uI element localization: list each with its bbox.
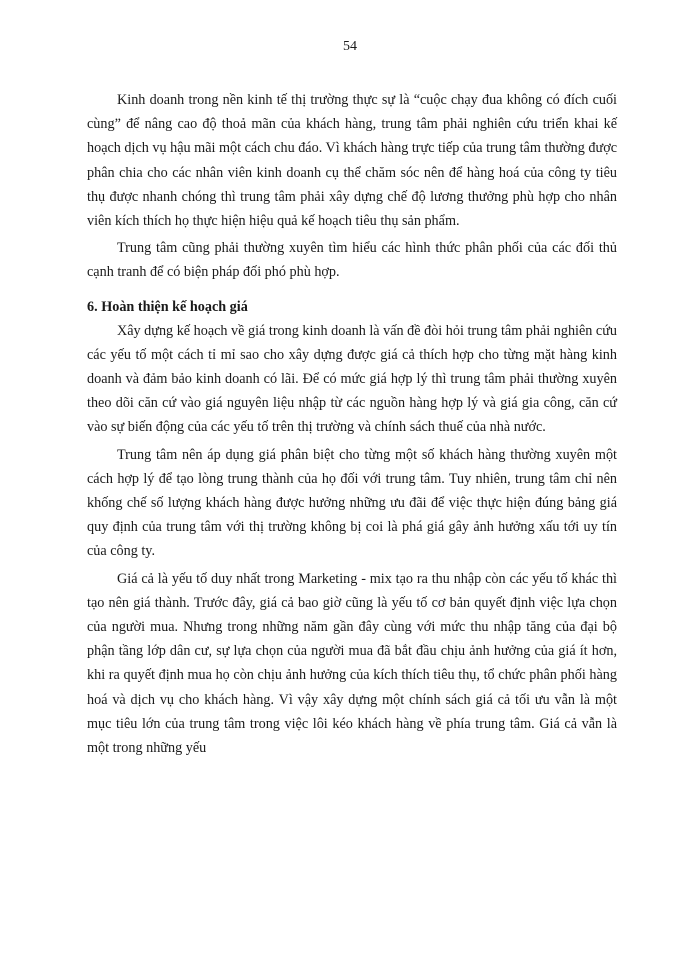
document-body bbox=[87, 88, 617, 763]
body-paragraph-2: Trung tâm cũng phải thường xuyên tìm hiểu các hình thức phân phối của các đối thủ cạnh tranh để có biện pháp đối phó phù hợp. bbox=[87, 240, 617, 281]
section-paragraph-3: Giá cả là yếu tố duy nhất trong Marketing - mix tạo ra thu nhập còn các yếu tố khác thì tạo nên giá thành. Trước đây, giá cả bao giờ cũng là yếu tố cơ bản quyết định việc lựa chọn của người mua. Nhưng trong những năm gần đây cùng với mức thu nhập tăng của đại bộ phận tầng lớp dân cư, sự lựa chọn của người mua đã bắt đầu chịu ảnh hưởng của giá ít hơn, khi ra quyết định mua họ còn chịu ảnh hưởng của kích thích tiêu thụ, tổ chức phân phối hàng hoá và dịch vụ cho khách hàng. Vì vậy xây dựng một chính sách giá cả tối ưu vẫn là một mục tiêu lớn của trung tâm trong việc lôi kéo khách hàng về phía trung tâm. Giá cả vẫn là một trong những yếu bbox=[87, 570, 617, 757]
body-paragraph-1: Kinh doanh trong nền kinh tế thị trường thực sự là “cuộc chạy đua không có đích cuối cùng” để nâng cao độ thoả mãn của khách hàng, trung tâm phải nghiên cứu triển khai kế hoạch dịch vụ hậu mãi một cách chu đáo. Vì khách hàng trực tiếp của trung tâm thường được phân chia cho các nhân viên kinh doanh cụ thể chăm sóc nên để hàng hoá của công ty tiêu thụ được nhanh chóng thì trung tâm phải xây dựng chế độ lương thưởng phù hợp cho nhân viên kích thích họ thực hiện hiệu quả kế hoạch tiêu thụ sản phẩm. bbox=[87, 92, 617, 230]
section-heading: 6. Hoàn thiện kế hoạch giá bbox=[87, 298, 248, 315]
section-paragraph-1: Xây dựng kế hoạch về giá trong kinh doanh là vấn đề đòi hỏi trung tâm phải nghiên cứu các yếu tố một cách tỉ mỉ sao cho xây dựng được giá cả thích hợp cho từng mặt hàng kinh doanh và đảm bảo kinh doanh có lãi. Để có mức giá hợp lý thì trung tâm phải thường xuyên theo dõi căn cứ vào giá nguyên liệu nhập từ các nguồn hàng hợp lý và giá gia công, căn cứ vào sự biến động của các yếu tố trên thị trường và chính sách thuế của nhà nước. bbox=[87, 322, 617, 436]
page-number: 54 bbox=[343, 39, 357, 54]
section-paragraph-2: Trung tâm nên áp dụng giá phân biệt cho từng một số khách hàng thường xuyên một cách hợp lý để tạo lòng trung thành của họ đối với trung tâm. Tuy nhiên, trung tâm chỉ nên khống chế số lượng khách hàng được hưởng những ưu đãi để việc thực hiện đúng bảng giá quy định của trung tâm với thị trường không bị coi là phá giá gây ảnh hưởng xấu tới uy tín của công ty. bbox=[87, 446, 617, 560]
